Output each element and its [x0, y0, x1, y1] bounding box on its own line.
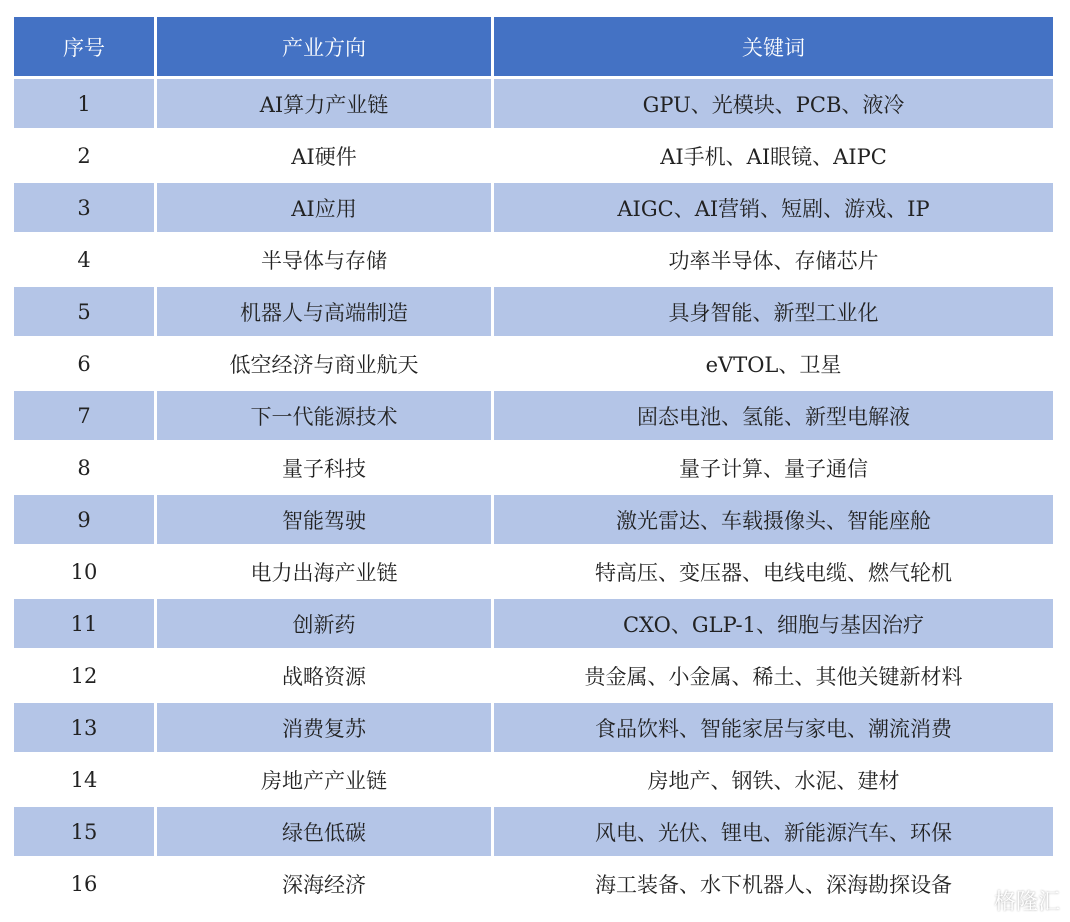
industry-keywords-table [11, 14, 1056, 911]
cell-direction: 创新药 [157, 599, 491, 648]
cell-direction: AI硬件 [157, 131, 491, 180]
cell-keywords: CXO、GLP-1、细胞与基因治疗 [494, 599, 1053, 648]
cell-no: 9 [14, 495, 154, 544]
cell-keywords: AI手机、AI眼镜、AIPC [494, 131, 1053, 180]
cell-direction: 低空经济与商业航天 [157, 339, 491, 388]
cell-no: 13 [14, 703, 154, 752]
header-no: 序号 [14, 17, 154, 76]
cell-keywords: 风电、光伏、锂电、新能源汽车、环保 [494, 807, 1053, 856]
cell-direction: 下一代能源技术 [157, 391, 491, 440]
cell-no: 8 [14, 443, 154, 492]
cell-direction: 房地产产业链 [157, 755, 491, 804]
cell-direction: 战略资源 [157, 651, 491, 700]
table-body [14, 79, 1053, 908]
cell-keywords: 固态电池、氢能、新型电解液 [494, 391, 1053, 440]
table-row [14, 183, 1053, 232]
table-row [14, 287, 1053, 336]
cell-keywords: 贵金属、小金属、稀土、其他关键新材料 [494, 651, 1053, 700]
table-header-row [14, 17, 1053, 76]
cell-keywords: 特高压、变压器、电线电缆、燃气轮机 [494, 547, 1053, 596]
table-row [14, 235, 1053, 284]
table-row [14, 599, 1053, 648]
glh-logo-icon [968, 890, 990, 912]
cell-keywords: 量子计算、量子通信 [494, 443, 1053, 492]
header-direction: 产业方向 [157, 17, 491, 76]
table-row [14, 807, 1053, 856]
table-row [14, 131, 1053, 180]
cell-direction: 电力出海产业链 [157, 547, 491, 596]
cell-keywords: eVTOL、卫星 [494, 339, 1053, 388]
cell-direction: 智能驾驶 [157, 495, 491, 544]
cell-no: 11 [14, 599, 154, 648]
cell-no: 16 [14, 859, 154, 908]
cell-direction: 量子科技 [157, 443, 491, 492]
cell-no: 15 [14, 807, 154, 856]
header-keywords: 关键词 [494, 17, 1053, 76]
cell-direction: 绿色低碳 [157, 807, 491, 856]
cell-no: 10 [14, 547, 154, 596]
cell-keywords: AIGC、AI营销、短剧、游戏、IP [494, 183, 1053, 232]
cell-keywords: 食品饮料、智能家居与家电、潮流消费 [494, 703, 1053, 752]
cell-no: 1 [14, 79, 154, 128]
cell-no: 6 [14, 339, 154, 388]
cell-keywords: 功率半导体、存储芯片 [494, 235, 1053, 284]
table-row [14, 859, 1053, 908]
table-row [14, 339, 1053, 388]
cell-no: 2 [14, 131, 154, 180]
table-row [14, 79, 1053, 128]
table-row [14, 443, 1053, 492]
cell-direction: 机器人与高端制造 [157, 287, 491, 336]
cell-keywords: 激光雷达、车载摄像头、智能座舱 [494, 495, 1053, 544]
cell-no: 3 [14, 183, 154, 232]
cell-no: 12 [14, 651, 154, 700]
cell-direction: 半导体与存储 [157, 235, 491, 284]
cell-no: 14 [14, 755, 154, 804]
table-row [14, 755, 1053, 804]
table-row [14, 495, 1053, 544]
cell-direction: AI应用 [157, 183, 491, 232]
table-row [14, 651, 1053, 700]
cell-keywords: 房地产、钢铁、水泥、建材 [494, 755, 1053, 804]
table-row [14, 547, 1053, 596]
watermark-text: 格隆汇 [993, 890, 1060, 915]
cell-direction: 消费复苏 [157, 703, 491, 752]
watermark [968, 885, 1060, 916]
cell-keywords: GPU、光模块、PCB、液冷 [494, 79, 1053, 128]
table-row [14, 391, 1053, 440]
cell-no: 5 [14, 287, 154, 336]
table-container [14, 14, 1056, 911]
cell-no: 4 [14, 235, 154, 284]
cell-keywords: 海工装备、水下机器人、深海勘探设备 [494, 859, 1053, 908]
table-row [14, 703, 1053, 752]
cell-keywords: 具身智能、新型工业化 [494, 287, 1053, 336]
cell-direction: AI算力产业链 [157, 79, 491, 128]
cell-no: 7 [14, 391, 154, 440]
cell-direction: 深海经济 [157, 859, 491, 908]
